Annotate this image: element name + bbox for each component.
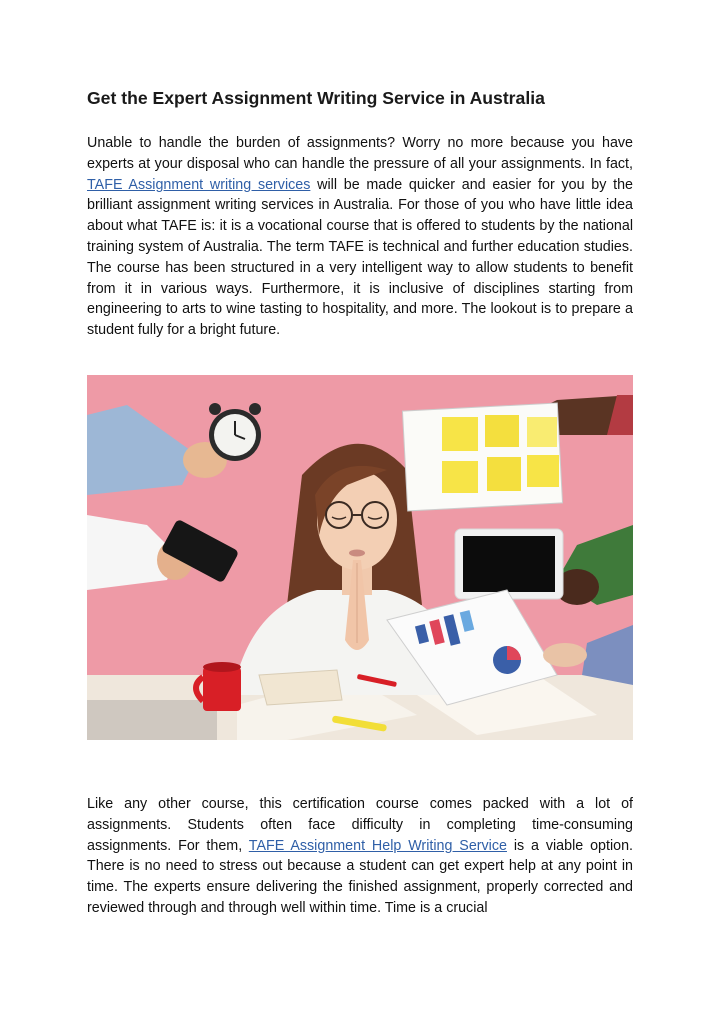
notepad-icon: [402, 403, 562, 511]
second-paragraph: [87, 794, 633, 919]
intro-text-end: will be made quicker and easier for you by the brilliant assignment writing services in Australia. For those of you who have little idea about what TAFE is: it is a vocational course that is offered to students by the national training system of Australia. The term TAFE is technical and further education studies. The course has been structured in a very intelligent way to allow students to benefit from it in various ways. Furthermore, it is inclusive of disciplines starting from engineering to arts to wine tasting to hospitality, and more. The lookout is to prepare a student fully for a bright future.: [87, 176, 633, 339]
page-title: Get the Expert Assignment Writing Service in Australia: [87, 88, 545, 108]
tafe-writing-services-link[interactable]: TAFE Assignment writing services: [87, 176, 311, 193]
second-text-end: is a viable option. There is no need to stress out because a student can get expert help at any point in time. The experts ensure delivering the finished assignment, properly corrected and reviewed through and through well within time. Time is a crucial: [87, 837, 634, 916]
tafe-help-writing-service-link[interactable]: TAFE Assignment Help Writing Service: [248, 837, 507, 854]
tablet-icon: [455, 529, 563, 599]
stressed-student-photo: [87, 375, 633, 740]
intro-paragraph: [87, 133, 633, 341]
intro-text-start: Unable to handle the burden of assignments? Worry no more because you have experts at your disposal who can handle the pressure of all your assignments. In fact,: [87, 135, 633, 172]
alarm-clock-icon: [209, 403, 261, 461]
second-text-start: Like any other course, this certification course comes packed with a lot of assignments. Students often face difficulty in completing time-consuming assignments. For them,: [87, 796, 633, 854]
